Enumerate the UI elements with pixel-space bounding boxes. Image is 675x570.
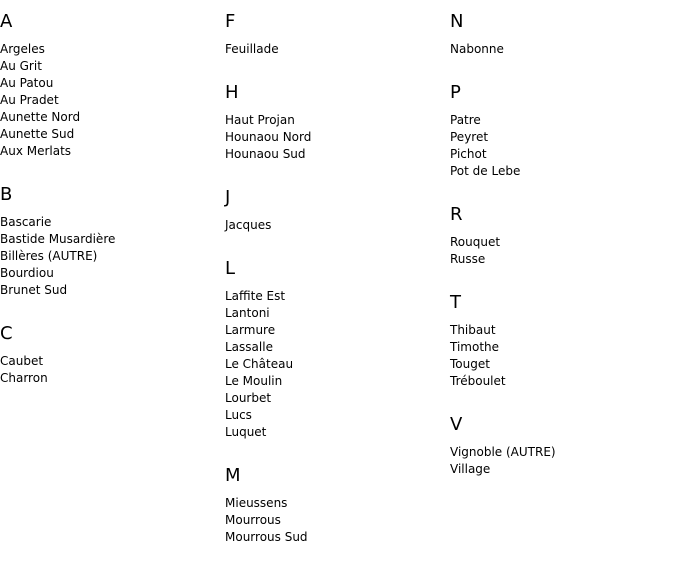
- item-link[interactable]: Brunet Sud: [0, 283, 68, 297]
- item-link[interactable]: Pot de Lebe: [450, 164, 521, 178]
- item-link[interactable]: Nabonne: [450, 42, 504, 56]
- item-link[interactable]: Hounaou Sud: [225, 147, 306, 161]
- letter-heading: F: [225, 11, 236, 32]
- index-column-3: [450, 0, 675, 502]
- list-item: [450, 373, 675, 390]
- letter-heading: N: [450, 11, 464, 32]
- item-link[interactable]: Patre: [450, 113, 481, 127]
- item-link[interactable]: Mieussens: [225, 496, 288, 510]
- item-link[interactable]: Aux Merlats: [0, 144, 72, 158]
- item-link[interactable]: Bastide Musardière: [0, 232, 116, 246]
- list-item: [225, 424, 450, 441]
- list-item: [225, 146, 450, 163]
- letter-group: [450, 292, 675, 390]
- item-link[interactable]: Russe: [450, 252, 486, 266]
- letter-group: [0, 184, 225, 299]
- item-link[interactable]: Lucs: [225, 408, 252, 422]
- list-item: [450, 146, 675, 163]
- letter-heading: B: [0, 184, 13, 205]
- item-link[interactable]: Jacques: [225, 218, 272, 232]
- item-link[interactable]: Timothe: [450, 340, 500, 354]
- list-item: [0, 92, 225, 109]
- list-item: [450, 129, 675, 146]
- item-link[interactable]: Bourdiou: [0, 266, 54, 280]
- item-link[interactable]: Argeles: [0, 42, 45, 56]
- item-link[interactable]: Le Moulin: [225, 374, 283, 388]
- letter-heading: L: [225, 258, 236, 279]
- letter-group: [450, 204, 675, 268]
- item-link[interactable]: Rouquet: [450, 235, 501, 249]
- list-item: [0, 143, 225, 160]
- item-link[interactable]: Charron: [0, 371, 48, 385]
- list-item: [0, 265, 225, 282]
- item-list: [225, 495, 450, 546]
- item-link[interactable]: Touget: [450, 357, 490, 371]
- list-item: [0, 231, 225, 248]
- item-list: [225, 217, 450, 234]
- list-item: [450, 163, 675, 180]
- letter-heading: J: [225, 187, 231, 208]
- letter-group: [0, 323, 225, 387]
- item-link[interactable]: Pichot: [450, 147, 487, 161]
- index-column-1: [0, 0, 225, 411]
- item-link[interactable]: Lantoni: [225, 306, 270, 320]
- letter-group: [450, 82, 675, 180]
- item-link[interactable]: Lourbet: [225, 391, 272, 405]
- letter-heading: H: [225, 82, 239, 103]
- item-link[interactable]: Tréboulet: [450, 374, 506, 388]
- list-item: [225, 41, 450, 58]
- list-item: [225, 495, 450, 512]
- letter-group: [450, 11, 675, 58]
- list-item: [450, 234, 675, 251]
- item-list: [450, 322, 675, 390]
- item-link[interactable]: Au Patou: [0, 76, 54, 90]
- list-item: [0, 370, 225, 387]
- item-link[interactable]: Mourrous: [225, 513, 281, 527]
- item-list: [450, 234, 675, 268]
- item-link[interactable]: Laffite Est: [225, 289, 286, 303]
- item-link[interactable]: Lassalle: [225, 340, 273, 354]
- list-item: [450, 41, 675, 58]
- item-link[interactable]: Le Château: [225, 357, 294, 371]
- item-list: [225, 41, 450, 58]
- list-item: [450, 356, 675, 373]
- letter-heading: V: [450, 414, 463, 435]
- list-item: [450, 251, 675, 268]
- letter-heading: M: [225, 465, 241, 486]
- list-item: [0, 109, 225, 126]
- item-link[interactable]: Village: [450, 462, 491, 476]
- list-item: [225, 288, 450, 305]
- item-link[interactable]: Aunette Sud: [0, 127, 75, 141]
- index-column-2: [225, 0, 450, 570]
- item-link[interactable]: Thibaut: [450, 323, 496, 337]
- letter-group: [225, 258, 450, 441]
- list-item: [225, 373, 450, 390]
- item-link[interactable]: Au Pradet: [0, 93, 59, 107]
- item-link[interactable]: Feuillade: [225, 42, 279, 56]
- list-item: [225, 217, 450, 234]
- list-item: [225, 529, 450, 546]
- item-list: [225, 112, 450, 163]
- list-item: [0, 282, 225, 299]
- item-link[interactable]: Peyret: [450, 130, 489, 144]
- letter-heading: C: [0, 323, 13, 344]
- item-link[interactable]: Mourrous Sud: [225, 530, 308, 544]
- item-list: [0, 41, 225, 160]
- list-item: [0, 353, 225, 370]
- list-item: [225, 356, 450, 373]
- list-item: [450, 112, 675, 129]
- list-item: [0, 58, 225, 75]
- letter-group: [225, 465, 450, 546]
- list-item: [225, 322, 450, 339]
- item-link[interactable]: Caubet: [0, 354, 44, 368]
- list-item: [0, 75, 225, 92]
- item-link[interactable]: Aunette Nord: [0, 110, 81, 124]
- list-item: [225, 407, 450, 424]
- list-item: [0, 126, 225, 143]
- list-item: [450, 461, 675, 478]
- list-item: [450, 322, 675, 339]
- letter-heading: R: [450, 204, 463, 225]
- item-list: [450, 444, 675, 478]
- item-link[interactable]: Haut Projan: [225, 113, 295, 127]
- list-item: [225, 112, 450, 129]
- list-item: [225, 390, 450, 407]
- list-item: [0, 214, 225, 231]
- letter-heading: P: [450, 82, 461, 103]
- item-list: [450, 41, 675, 58]
- item-list: [225, 288, 450, 441]
- item-link[interactable]: Bascarie: [0, 215, 52, 229]
- item-link[interactable]: Billères (AUTRE): [0, 249, 98, 263]
- item-link[interactable]: Vignoble (AUTRE): [450, 445, 556, 459]
- list-item: [0, 41, 225, 58]
- letter-heading: T: [450, 292, 461, 313]
- list-item: [450, 444, 675, 461]
- item-link[interactable]: Hounaou Nord: [225, 130, 312, 144]
- list-item: [0, 248, 225, 265]
- list-item: [225, 305, 450, 322]
- item-list: [450, 112, 675, 180]
- item-link[interactable]: Larmure: [225, 323, 276, 337]
- list-item: [225, 512, 450, 529]
- letter-group: [450, 414, 675, 478]
- list-item: [450, 339, 675, 356]
- letter-group: [225, 187, 450, 234]
- item-list: [0, 214, 225, 299]
- item-link[interactable]: Au Grit: [0, 59, 42, 73]
- letter-group: [225, 11, 450, 58]
- item-list: [0, 353, 225, 387]
- letter-group: [0, 11, 225, 160]
- list-item: [225, 339, 450, 356]
- list-item: [225, 129, 450, 146]
- letter-heading: A: [0, 11, 13, 32]
- letter-group: [225, 82, 450, 163]
- item-link[interactable]: Luquet: [225, 425, 267, 439]
